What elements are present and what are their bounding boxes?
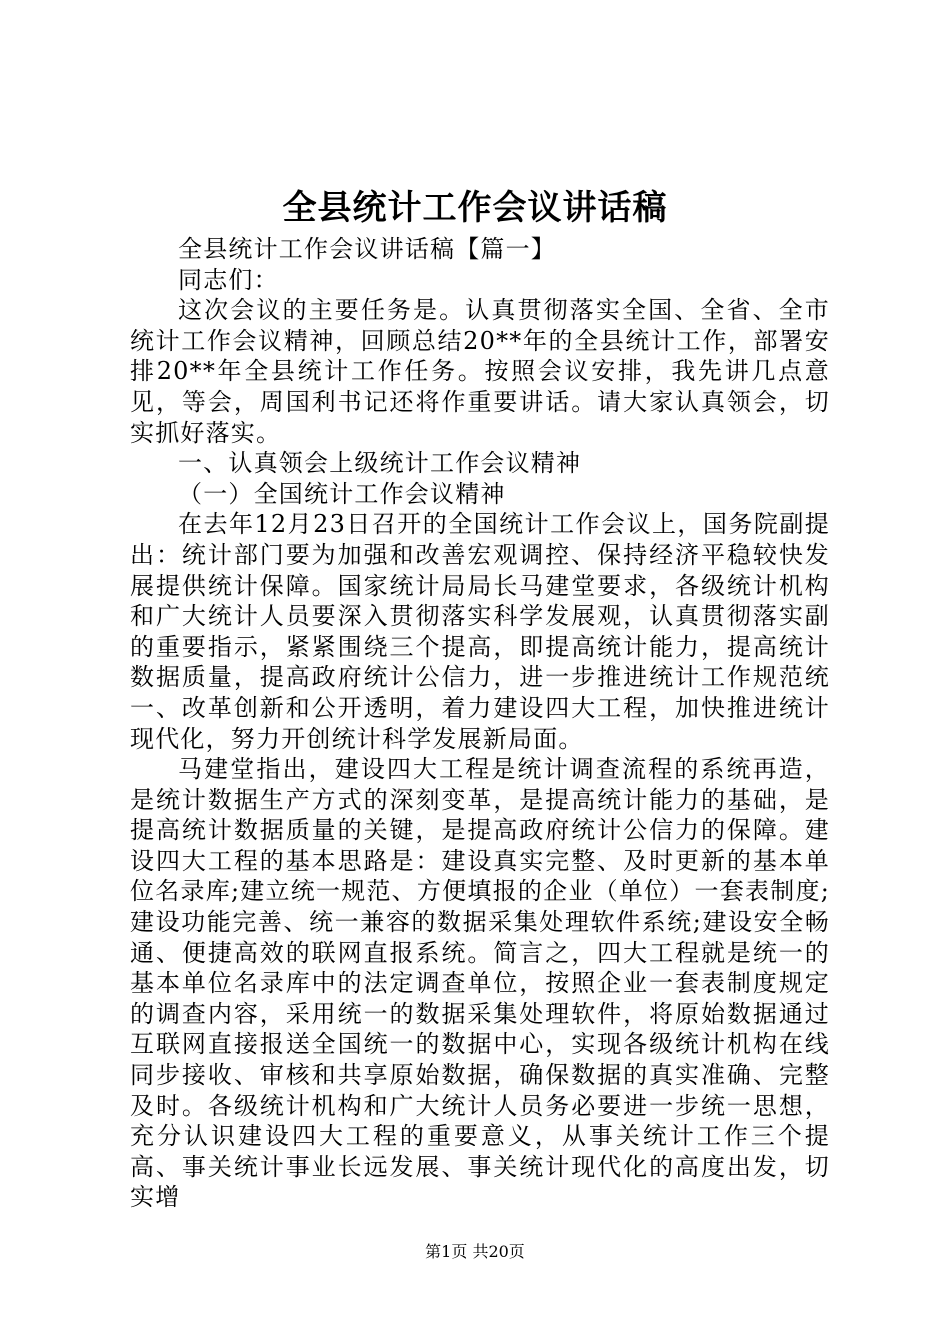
section-heading: 全县统计工作会议讲话稿【篇一】	[178, 235, 556, 263]
sub-heading: （一）全国统计工作会议精神	[178, 479, 506, 508]
paragraph: 在去年12月23日召开的全国统计工作会议上，国务院副提出：统计部门要为加强和改善宏观调控、保持经济平稳较快发展提供统计保障。国家统计局局长马建堂要求，各级统计机构和广大统计人员要深入贯彻落实科学发展观，认真贯彻落实副的重要指示，紧紧围绕三个提高，即提高统计能力，提高统计数据质量，提高政府统计公信力，进一步推进统计工作规范统一、改革创新和公开透明，着力建设四大工程，加快推进统计现代化，努力开创统计科学发展新局面。	[130, 510, 830, 753]
page-footer: 第1页 共20页	[425, 1242, 525, 1261]
paragraph: 这次会议的主要任务是。认真贯彻落实全国、全省、全市统计工作会议精神，回顾总结20**年的全县统计工作，部署安排20**年全县统计工作任务。按照会议安排，我先讲几点意见，等会，周国利书记还将作重要讲话。请大家认真领会，切实抓好落实。	[130, 296, 830, 447]
salutation: 同志们：	[178, 265, 279, 294]
chapter-heading: 一、认真领会上级统计工作会议精神	[178, 449, 582, 478]
document-body	[130, 234, 830, 1213]
document-title: 全县统计工作会议讲话稿	[282, 188, 668, 228]
paragraph: 马建堂指出，建设四大工程是统计调查流程的系统再造，是统计数据生产方式的深刻变革，是提高统计能力的基础，是提高统计数据质量的关键，是提高政府统计公信力的保障。建设四大工程的基本思路是：建设真实完整、及时更新的基本单位名录库;建立统一规范、方便填报的企业（单位）一套表制度;建设功能完善、统一兼容的数据采集处理软件系统;建设安全畅通、便捷高效的联网直报系统。简言之，四大工程就是统一的基本单位名录库中的法定调查单位，按照企业一套表制度规定的调查内容，采用统一的数据采集处理软件，将原始数据通过互联网直接报送全国统一的数据中心，实现各级统计机构在线同步接收、审核和共享原始数据，确保数据的真实准确、完整及时。各级统计机构和广大统计人员务必要进一步统一思想，充分认识建设四大工程的重要意义，从事关统计工作三个提高、事关统计事业长远发展、事关统计现代化的高度出发，切实增	[130, 755, 830, 1212]
